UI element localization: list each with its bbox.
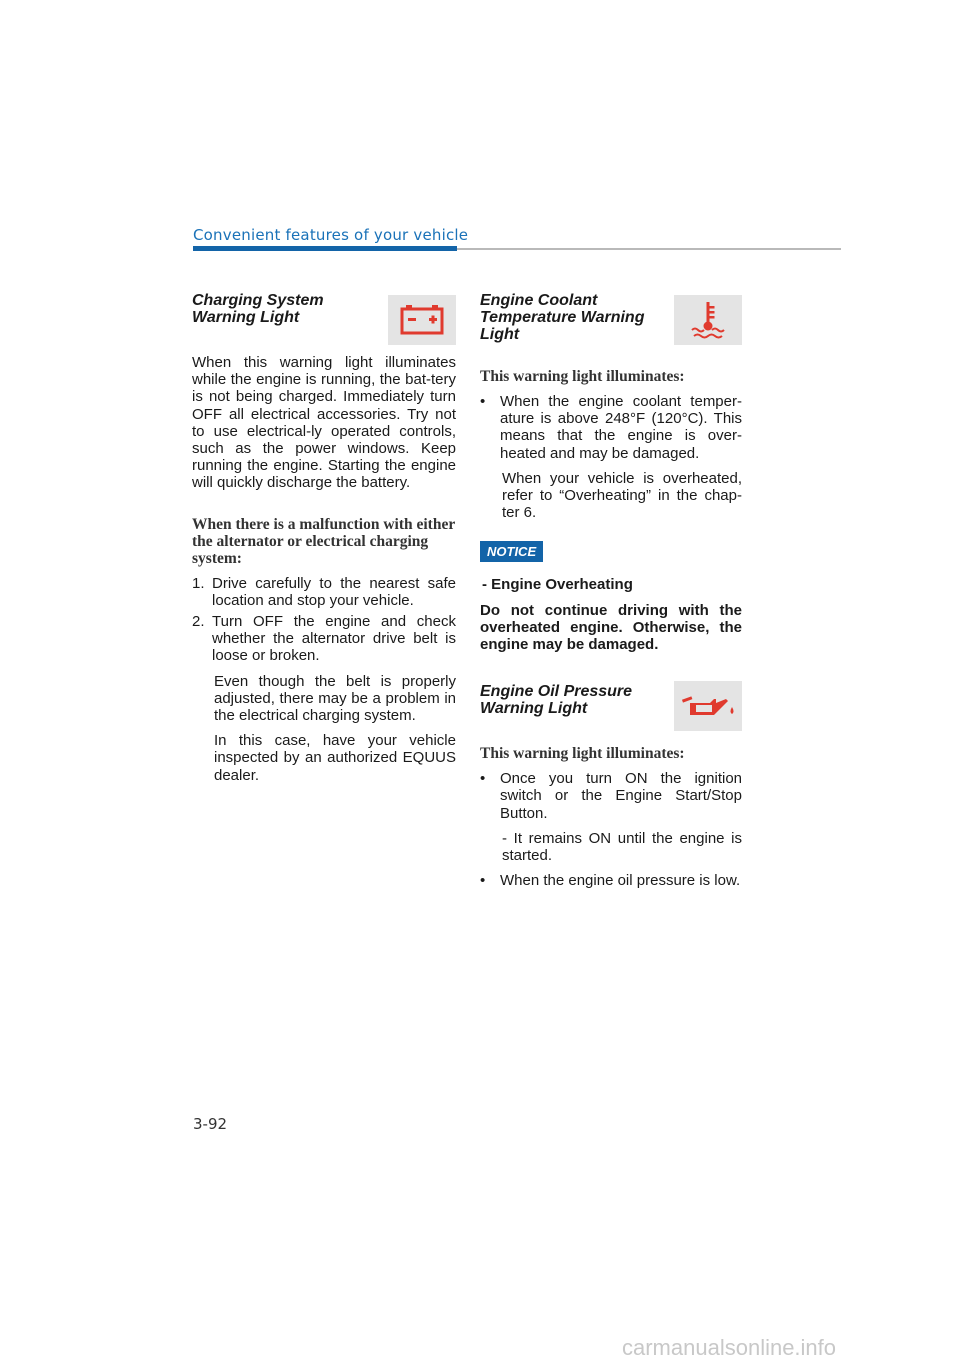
- bullet-marker: •: [480, 393, 486, 410]
- list-marker: 1.: [192, 574, 205, 592]
- header-rule-dark: [193, 246, 457, 251]
- step-text: Drive carefully to the nearest safe location and stop your vehicle.: [212, 574, 456, 609]
- watermark: carmanualsonline.info: [622, 1335, 837, 1360]
- battery-warning-icon: [388, 295, 456, 345]
- list-item: [192, 613, 456, 665]
- charging-body: When this warning light illuminates while the engine is running, the bat-tery is not being charged. Immediately turn OFF all electrical accessories. Try not to use electrical-ly operated controls, such as the power windows. Keep running the engine. Starting the engine will quickly discharge the battery.: [192, 354, 456, 492]
- charging-title-line: Warning Light: [192, 309, 300, 326]
- dealer-note: In this case, have your vehicle inspected by an authorized EQUUS dealer.: [214, 732, 456, 784]
- list-marker: 2.: [192, 613, 205, 631]
- bullet-marker: •: [480, 872, 486, 890]
- oil-illuminates-heading: This warning light illuminates:: [480, 745, 685, 763]
- right-column: [480, 292, 742, 889]
- oil-item-sub: - It remains ON until the engine is started.: [502, 829, 742, 865]
- notice-text: Do not continue driving with the overheated engine. Otherwise, the engine may be damaged.: [480, 601, 742, 654]
- coolant-title-line: Engine Coolant: [480, 292, 598, 309]
- notice-badge: NOTICE: [480, 541, 543, 562]
- coolant-illuminates-heading: This warning light illuminates:: [480, 368, 685, 385]
- list-item: [192, 575, 456, 609]
- charging-title: [192, 292, 372, 326]
- oil-item-text: Once you turn ON the ignition switch or the Engine Start/Stop Button.: [500, 770, 742, 822]
- charging-section-header: [192, 292, 456, 344]
- oil-section-header: [480, 683, 742, 735]
- notice-body: [480, 576, 742, 653]
- coolant-title-line: Light: [480, 326, 520, 343]
- coolant-section-header: [480, 292, 742, 346]
- header-rule-light: [457, 248, 841, 250]
- list-item: [480, 872, 742, 889]
- malfunction-heading: When there is a malfunction with either the alternator or electrical charging system:: [192, 515, 455, 567]
- coolant-temperature-icon: [674, 295, 742, 345]
- list-item: [480, 393, 742, 462]
- step-text: Turn OFF the engine and check whether the alternator drive belt is loose or broken.: [212, 613, 456, 665]
- notice-title: - Engine Overheating: [482, 576, 633, 594]
- oil-title-line: Engine Oil Pressure: [480, 683, 633, 701]
- list-item: [480, 770, 742, 822]
- bullet-marker: •: [480, 770, 486, 788]
- coolant-title: [480, 292, 660, 343]
- overheating-reference: When your vehicle is overheated, refer to “Overheating” in the chap-ter 6.: [502, 469, 742, 522]
- charging-title-line: Charging System: [192, 292, 324, 309]
- coolant-item-text: When the engine coolant temper-ature is above 248°F (120°C). This means that the engine is over-heated and may be damaged.: [500, 393, 742, 462]
- belt-note: Even though the belt is properly adjusted, there may be a problem in the electrical charging system.: [214, 672, 456, 725]
- header-title: Convenient features of your vehicle: [193, 226, 469, 244]
- page-number: 3-92: [193, 1115, 228, 1133]
- oil-title: [480, 683, 660, 717]
- left-column: [192, 292, 456, 784]
- oil-can-icon: [674, 681, 742, 731]
- oil-item-text: When the engine oil pressure is low.: [500, 872, 741, 890]
- oil-title-line: Warning Light: [480, 700, 588, 718]
- coolant-title-line: Temperature Warning: [480, 309, 645, 326]
